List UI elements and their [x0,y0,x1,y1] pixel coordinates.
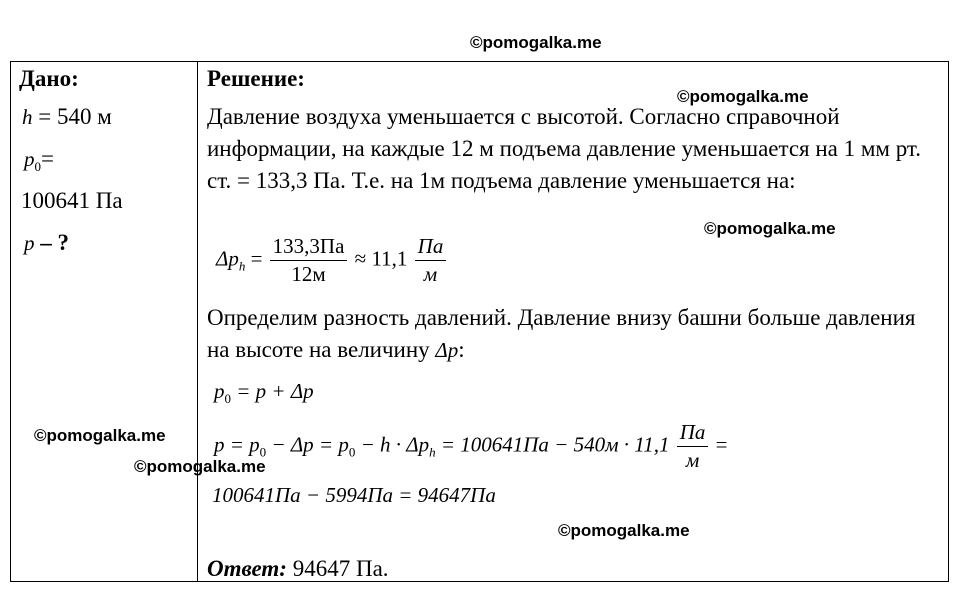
table-divider [197,61,198,582]
p0-value: 100641 Па [21,188,123,213]
watermark: ©pomogalka.me [470,33,602,52]
h-value: = 540 м [32,104,112,129]
p0-equals: = [41,146,54,171]
watermark: ©pomogalka.me [558,521,690,540]
h-symbol: h [22,105,33,129]
f3-sub-a: 0 [259,444,267,460]
solution-paragraph-1: Давление воздуха уменьшается с высотой. Согласно справочной информации, на каждые 12 м подъема давление уменьшается на 1 мм рт. ст. = 133,3 Па. Т.е. на 1м подъема давление уменьшается на: [207,104,921,193]
given-height [22,101,112,133]
delta-p-symbol: Δp [435,338,459,362]
unit-numerator: Па [415,234,447,261]
paragraph-2-colon: : [458,337,465,362]
p-symbol: p [24,231,35,255]
f3-sub-c: h [429,444,436,460]
formula-pressure-per-meter [216,234,448,287]
solution-title: Решение: [207,66,305,91]
given-unknown [24,227,69,259]
delta-p-h-subscript: h [238,258,246,274]
formula-p [214,420,727,473]
f3-numerator: Па [677,420,709,447]
fraction-denominator: 12м [291,262,326,286]
f3-equals: = [710,432,728,457]
formula-result: 100641Па − 5994Па = 94647Па [212,483,496,507]
unit-fraction [415,234,447,287]
f3-denominator: м [685,448,700,472]
unit-denominator: м [423,262,438,286]
paragraph-2-text: Определим разность давлений. Давление внизу башни больше давления на высоте на величину [207,305,916,362]
delta-p-h: Δp [216,246,239,271]
f3-part-b: − Δp = p [266,432,349,457]
equals-sign: = [250,246,263,271]
f2-subscript: 0 [224,391,231,406]
f2-rest: = p + Δp [231,379,314,403]
f2-p: p [214,379,225,403]
watermark: ©pomogalka.me [34,426,166,445]
p0-subscript: 0 [34,159,41,174]
watermark: ©pomogalka.me [677,87,809,106]
given-title: Дано: [19,66,79,91]
f3-part-a: p = p [214,432,260,457]
watermark: ©pomogalka.me [704,219,836,238]
formula-p0 [214,379,314,407]
p0-symbol: p [24,147,35,171]
p-question: – ? [34,230,69,255]
fraction [270,234,348,287]
solution-paragraph-2 [207,302,937,366]
f3-unit-fraction [677,420,709,473]
answer [207,553,389,585]
f3-sub-b: 0 [348,444,356,460]
fraction-numerator: 133,3Па [270,234,348,261]
f3-part-d: = 100641Па − 540м · 11,1 [435,432,670,457]
given-p0 [24,143,54,183]
watermark: ©pomogalka.me [134,457,266,476]
answer-value: 94647 Па. [286,556,389,581]
approx-value: ≈ 11,1 [354,246,408,271]
f3-part-c: − h · Δp [355,432,430,457]
answer-label: Ответ: [207,556,287,581]
